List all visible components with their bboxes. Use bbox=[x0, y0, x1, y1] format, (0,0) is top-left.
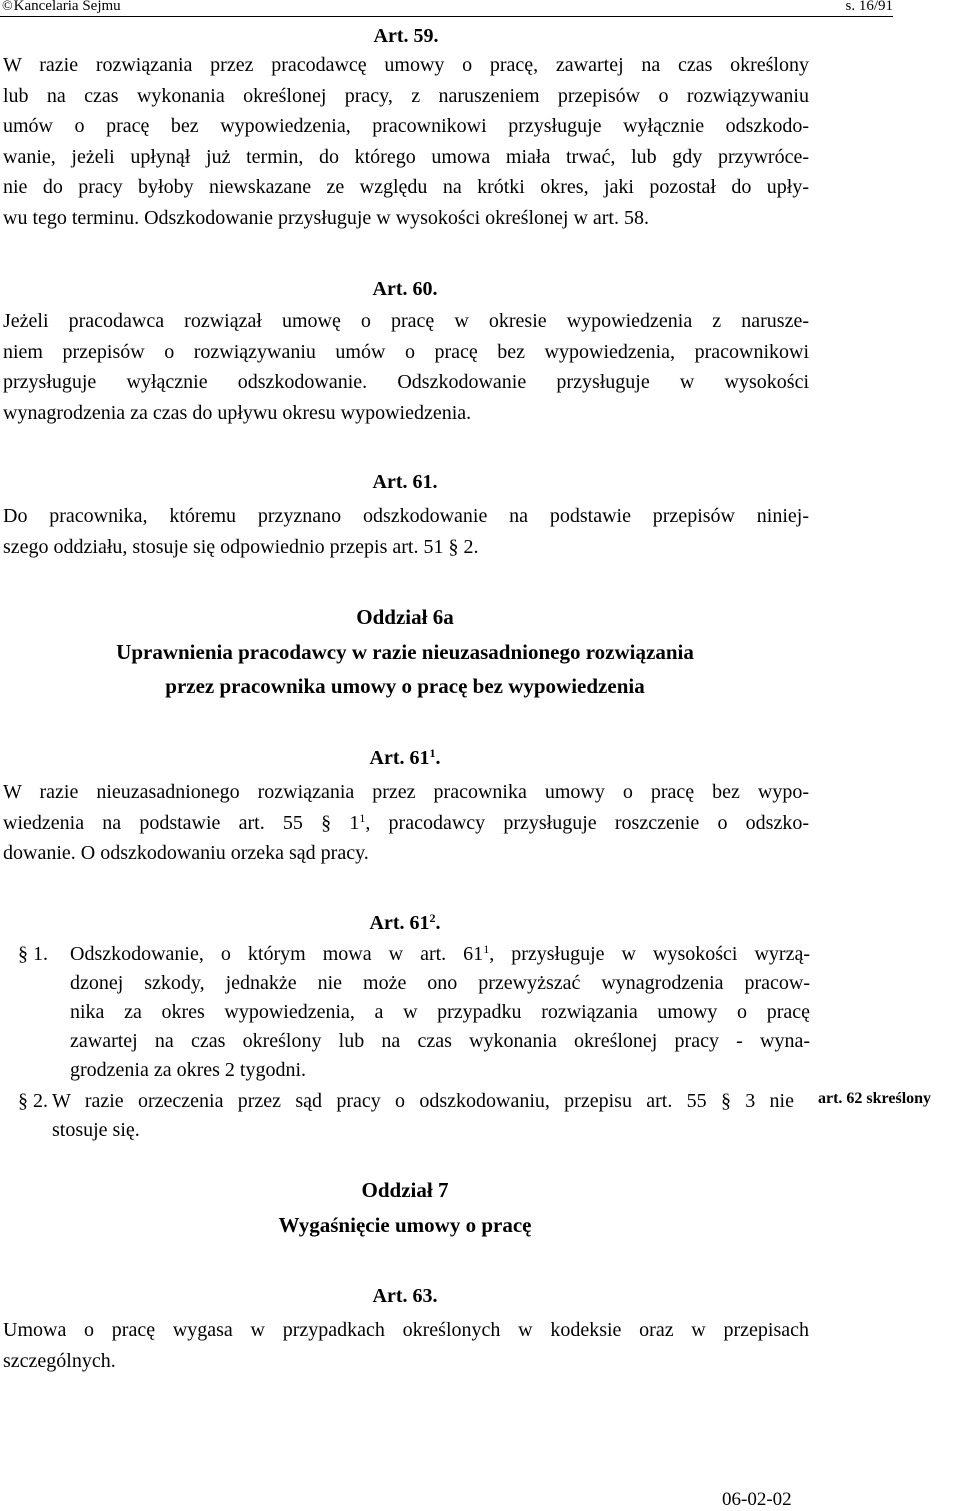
paragraph-text bbox=[70, 940, 810, 1085]
art61-2-title bbox=[0, 911, 810, 935]
art61-text bbox=[3, 501, 809, 562]
art59-text bbox=[3, 50, 809, 233]
paragraph-line1-sup: 1 bbox=[483, 942, 490, 956]
paragraph-line: grodzenia za okres 2 tygodni. bbox=[70, 1059, 307, 1081]
page-number: s. 16/91 bbox=[845, 0, 893, 14]
art63-line: Umowa o pracę wygasa w przypadkach określonych w kodeksie oraz w przepisach bbox=[3, 1319, 809, 1341]
paragraph-line: stosuje się. bbox=[52, 1119, 140, 1141]
art61-2-para-2 bbox=[18, 1087, 810, 1147]
art61-line: szego oddziału, stosuje się odpowiednio przepis art. 51 § 2. bbox=[3, 535, 479, 558]
art61-1-title-main: Art. 61 bbox=[369, 747, 430, 769]
art61-1-line2-sup: 1 bbox=[359, 810, 366, 825]
art61-1-line bbox=[3, 808, 809, 839]
paragraph-text bbox=[52, 1087, 794, 1145]
paragraph-line: W razie orzeczenia przez sąd pracy o odszkodowaniu, przepisu art. 55 § 3 nie bbox=[52, 1090, 794, 1112]
art60-line: niem przepisów o rozwiązywaniu umów o pracę bez wypowiedzenia, pracownikowi bbox=[3, 340, 809, 363]
paragraph-line: nika za okres wypowiedzenia, a w przypadku rozwiązania umowy o pracę bbox=[70, 1001, 810, 1023]
art59-line: W razie rozwiązania przez pracodawcę umowy o pracę, zawartej na czas określony bbox=[3, 54, 809, 76]
paragraph-line1-start: Odszkodowanie, o którym mowa w art. 61 bbox=[70, 943, 484, 965]
art61-1-title bbox=[0, 746, 810, 770]
art61-2-title-main: Art. 61 bbox=[369, 912, 430, 934]
art60-line: Jeżeli pracodawca rozwiązał umowę o pracę w okresie wypowiedzenia z narusze- bbox=[3, 310, 809, 332]
oddzial7-heading: Oddział 7 bbox=[361, 1178, 449, 1202]
paragraph-line: zawartej na czas określony lub na czas wykonania określonej pracy - wyna- bbox=[70, 1030, 810, 1052]
oddzial7-heading-block bbox=[0, 1173, 810, 1242]
oddzial6a-heading-block bbox=[0, 600, 810, 704]
oddzial6a-subtitle: przez pracownika umowy o pracę bez wypowiedzenia bbox=[165, 674, 645, 698]
paragraph-number: § 2. bbox=[18, 1090, 48, 1112]
art61-line: Do pracownika, któremu przyznano odszkodowanie na podstawie przepisów niniej- bbox=[3, 505, 809, 527]
art61-1-line2-end: , pracodawcy przysługuje roszczenie o odszko- bbox=[365, 811, 809, 834]
art59-line: wanie, jeżeli upłynął już termin, do którego umowa miała trwać, lub gdy przywróce- bbox=[3, 145, 809, 168]
art61-title: Art. 61. bbox=[372, 471, 438, 493]
publisher-label bbox=[2, 0, 121, 14]
art61-1-title-sup: 1 bbox=[429, 746, 436, 760]
paragraph-number: § 1. bbox=[18, 943, 48, 965]
paragraph-line: dzonej szkody, jednakże nie może ono przewyższać wynagrodzenia pracow- bbox=[70, 972, 810, 994]
oddzial6a-subtitle: Uprawnienia pracodawcy w razie nieuzasadnionego rozwiązania bbox=[116, 639, 694, 664]
art61-1-line: W razie nieuzasadnionego rozwiązania przez pracownika umowy o pracę bez wypo- bbox=[3, 781, 809, 803]
art60-line: przysługuje wyłącznie odszkodowanie. Odszkodowanie przysługuje w wysokości bbox=[3, 371, 809, 393]
margin-note: art. 62 skreślony bbox=[818, 1090, 932, 1107]
art61-2-title-end: . bbox=[435, 912, 441, 934]
art61-1-title-end: . bbox=[435, 747, 441, 769]
footer-date: 06-02-02 bbox=[722, 1489, 792, 1510]
art59-line: wu tego terminu. Odszkodowanie przysługuje w wysokości określonej w art. 58. bbox=[3, 206, 649, 229]
art61-1-text bbox=[3, 777, 809, 869]
publisher-name: Kancelaria Sejmu bbox=[13, 0, 121, 14]
paragraph-line1-end: , przysługuje w wysokości wyrzą- bbox=[489, 943, 810, 965]
copyright-symbol: © bbox=[2, 0, 13, 14]
page-header bbox=[0, 0, 893, 17]
art63-text bbox=[3, 1315, 809, 1376]
art63-line: szczególnych. bbox=[3, 1349, 116, 1372]
oddzial6a-heading: Oddział 6a bbox=[356, 605, 454, 629]
art60-title: Art. 60. bbox=[372, 278, 438, 300]
art63-title: Art. 63. bbox=[372, 1285, 438, 1307]
art59-title: Art. 59. bbox=[373, 25, 439, 47]
art59-line: umów o pracę bez wypowiedzenia, pracownikowi przysługuje wyłącznie odszkodo- bbox=[3, 115, 809, 137]
art59-line: nie do pracy byłoby niewskazane ze względu na krótki okres, jaki pozostał do upły- bbox=[3, 176, 809, 198]
art61-2-title-sup: 2 bbox=[429, 911, 436, 925]
art61-1-line2-start: wiedzenia na podstawie art. 55 § 1 bbox=[3, 811, 360, 834]
oddzial7-subtitle: Wygaśnięcie umowy o pracę bbox=[278, 1212, 532, 1237]
art60-line: wynagrodzenia za czas do upływu okresu wypowiedzenia. bbox=[3, 401, 472, 424]
art59-line: lub na czas wykonania określonej pracy, z naruszeniem przepisów o rozwiązywaniu bbox=[3, 84, 809, 107]
art61-2-para-1 bbox=[18, 940, 810, 1090]
paragraph-line bbox=[70, 940, 810, 969]
art60-text bbox=[3, 306, 809, 428]
art61-1-line: dowanie. O odszkodowaniu orzeka sąd pracy. bbox=[3, 842, 369, 864]
